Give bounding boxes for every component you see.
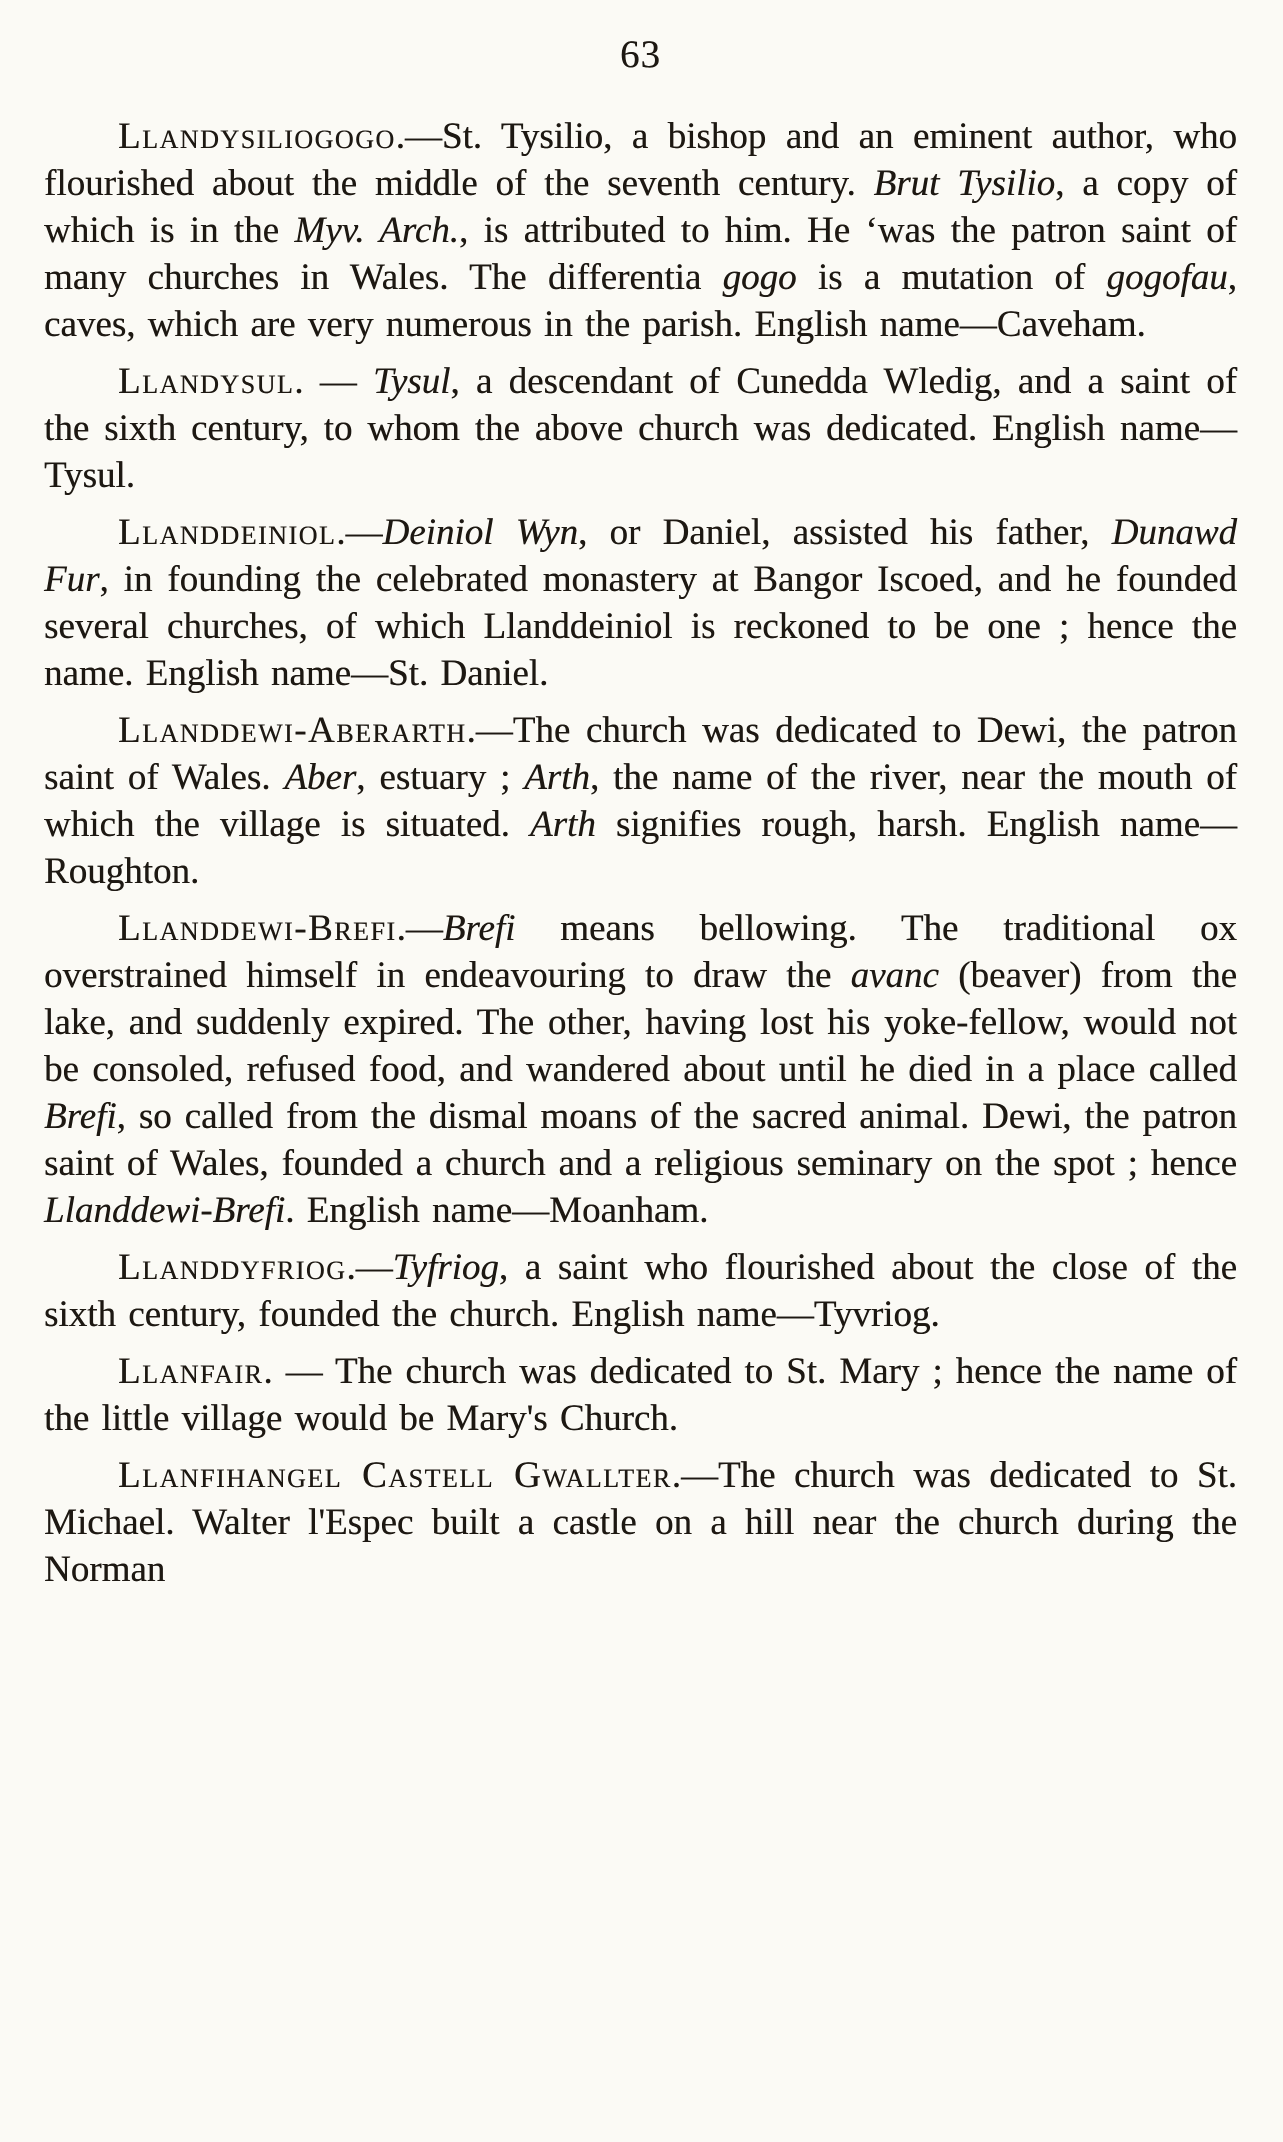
italic-text: Tyfriog — [392, 1247, 499, 1288]
body-text: .— — [346, 1247, 393, 1288]
italic-text: Brut Tysilio — [873, 163, 1056, 204]
body-text: , so called from the dismal moans of the sacred animal. Dewi, the patron saint of Wales, founded a church and a religious seminary on the spot ; hence — [44, 1096, 1237, 1184]
body-text: (beaver) from the lake, and suddenly expired. The other, having lost his yoke-fellow, would not be consoled, refused food, and wandered about until he died in a place called — [44, 955, 1237, 1090]
page-number: 63 — [620, 33, 661, 76]
body-text: .—St. Tysilio, a bishop and an eminent author, who flourished about the middle of the seventh century. — [44, 116, 1237, 204]
headword: Llandysiliogogo — [118, 116, 396, 157]
italic-text: gogo — [722, 257, 797, 298]
headword: Llanddewi-Brefi — [118, 908, 397, 949]
body-text: , caves, which are very numerous in the parish. English name—Caveham. — [44, 257, 1237, 345]
body-text: , estuary ; — [356, 757, 525, 798]
body-text: means bellowing. The traditional ox overstrained himself in endeavouring to draw the — [44, 908, 1237, 996]
italic-text: Tysul — [372, 361, 451, 402]
italic-text: Brefi — [442, 908, 516, 949]
paragraph — [44, 113, 1237, 348]
body-text: , the name of the river, near the mouth of which the village is situated. — [44, 757, 1237, 845]
headword: Llanddewi-Aberarth — [118, 710, 467, 751]
body-text: .— — [396, 908, 443, 949]
italic-text: avanc — [850, 955, 939, 996]
paragraph — [44, 1452, 1237, 1593]
italic-text: Arth — [530, 804, 596, 845]
body-text: , is attributed to him. He ‘was the patron saint of many churches in Wales. The differentia — [44, 210, 1237, 298]
paragraph — [44, 509, 1237, 697]
headword: Llanfair — [118, 1351, 264, 1392]
headword: Llanddyfriog — [118, 1247, 347, 1288]
body-text: , a descendant of Cunedda Wledig, and a saint of the sixth century, to whom the above church was dedicated. English name—Tysul. — [44, 361, 1238, 496]
paragraph — [44, 905, 1237, 1234]
body-text: . — The church was dedicated to St. Mary ; hence the name of the little village would be Mary's Church. — [44, 1351, 1237, 1439]
italic-text: Arth — [524, 757, 590, 798]
body-text: . — — [294, 361, 373, 402]
body-text: .—The church was dedicated to Dewi, the patron saint of Wales. — [44, 710, 1237, 798]
italic-text: Dunawd Fur — [44, 512, 1237, 600]
headword: Llandysul — [118, 361, 295, 402]
italic-text: gogofau — [1106, 257, 1228, 298]
paragraph — [44, 358, 1237, 499]
paragraph — [44, 1348, 1237, 1442]
italic-text: Llanddewi-Brefi — [44, 1190, 286, 1231]
headword: Llanddeiniol — [118, 512, 337, 553]
italic-text: Brefi — [44, 1096, 117, 1137]
body-text: is a mutation of — [796, 257, 1107, 298]
headword: Llanfihangel Castell Gwallter — [118, 1455, 672, 1496]
body-text: , or Daniel, assisted his father, — [578, 512, 1112, 553]
italic-text: Aber — [284, 757, 357, 798]
body-text: , in founding the celebrated monastery at Bangor Iscoed, and he founded several churches, of which Llanddeiniol is reckoned to be one ; hence the name. English name—St. Daniel. — [44, 559, 1237, 694]
page-body — [44, 113, 1237, 1593]
body-text: signifies rough, harsh. English name—Roughton. — [44, 804, 1237, 892]
body-text: , a saint who flourished about the close of the sixth century, founded the church. English name—Tyvriog. — [44, 1247, 1237, 1335]
body-text: .—The church was dedicated to St. Michael. Walter l'Espec built a castle on a hill near the church during the Norman — [44, 1455, 1237, 1590]
italic-text: Deiniol Wyn — [382, 512, 579, 553]
paragraph — [44, 1244, 1237, 1338]
body-text: , a copy of which is in the — [44, 163, 1237, 251]
italic-text: Myv. Arch. — [294, 210, 459, 251]
paragraph — [44, 707, 1237, 895]
body-text: . English name—Moanham. — [285, 1190, 709, 1231]
body-text: .— — [336, 512, 383, 553]
